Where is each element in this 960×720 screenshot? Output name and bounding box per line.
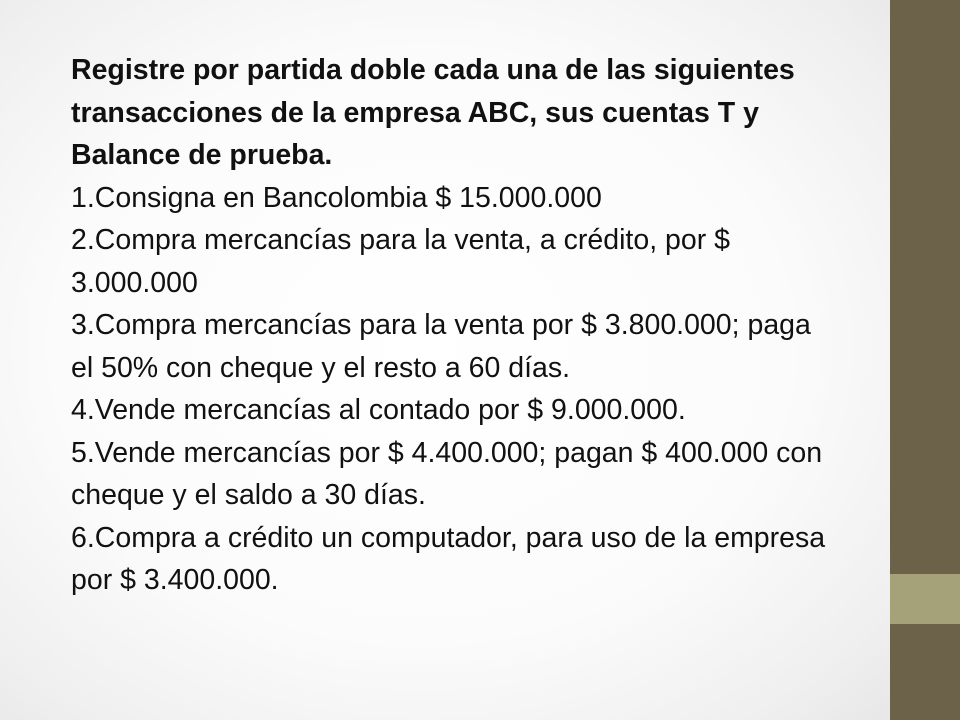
transaction-item-5: 5.Vende mercancías por $ 4.400.000; pagan $ 400.000 con cheque y el saldo a 30 días. xyxy=(71,436,823,511)
decorative-sidebar xyxy=(890,0,960,720)
transaction-item-6: 6.Compra a crédito un computador, para uso de la empresa por $ 3.400.000. xyxy=(71,521,826,596)
transaction-item-3: 3.Compra mercancías para la venta por $ 3.800.000; paga el 50% con cheque y el resto a 60 días. xyxy=(71,309,811,384)
sidebar-band-top xyxy=(890,0,960,574)
transaction-item-1: 1.Consigna en Bancolombia $ 15.000.000 xyxy=(71,181,602,214)
sidebar-band-accent xyxy=(890,574,960,624)
transaction-item-4: 4.Vende mercancías al contado por $ 9.000.000. xyxy=(71,394,686,426)
slide-content xyxy=(71,49,831,602)
slide-heading: Registre por partida doble cada una de las siguientes transacciones de la empresa ABC, sus cuentas T y Balance de prueba. xyxy=(71,54,795,171)
transaction-item-2: 2.Compra mercancías para la venta, a crédito, por $ 3.000.000 xyxy=(71,224,730,299)
sidebar-band-bottom xyxy=(890,624,960,720)
